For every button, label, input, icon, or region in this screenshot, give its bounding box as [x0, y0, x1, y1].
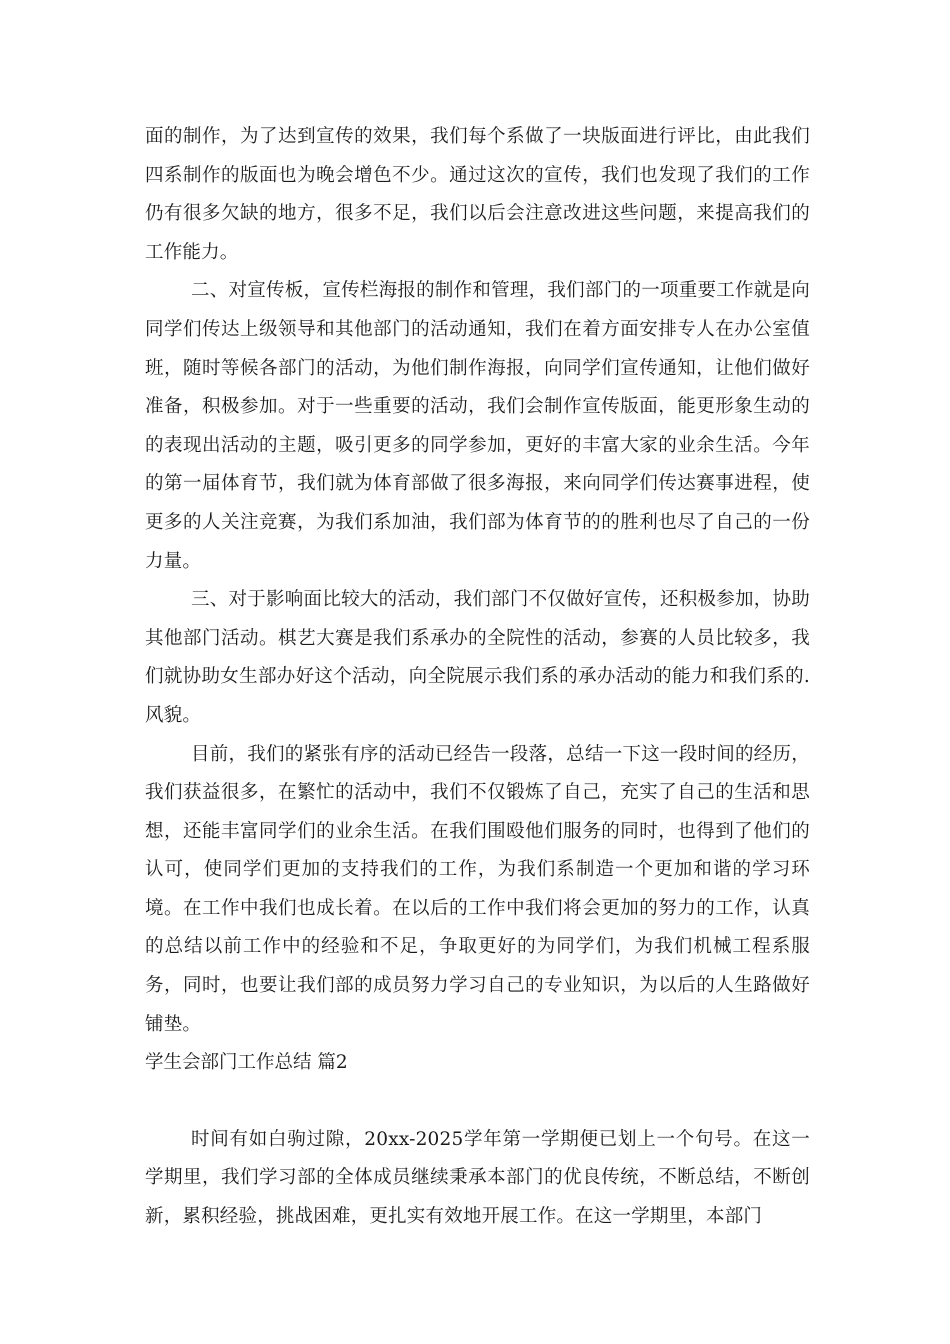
- paragraph-continued: 面的制作，为了达到宣传的效果，我们每个系做了一块版面进行评比，由此我们四系制作的版面也为晚会增色不少。通过这次的宣传，我们也发现了我们的工作仍有很多欠缺的地方，很多不足，我们以后会注意改进这些问题，来提高我们的工作能力。: [145, 126, 810, 263]
- document-page: [145, 118, 810, 1237]
- section-heading: 学生会部门工作总结 篇2: [145, 1052, 348, 1074]
- paragraph-point-three: 三、对于影响面比较大的活动，我们部门不仅做好宣传，还积极参加，协助其他部门活动。棋艺大赛是我们系承办的全院性的活动，参赛的人员比较多，我们就协助女生部办好这个活动，向全院展示我们系的承办活动的能力和我们系的.风貌。: [145, 589, 810, 726]
- paragraph-point-two: 二、对宣传板，宣传栏海报的制作和管理，我们部门的一项重要工作就是向同学们传达上级领导和其他部门的活动通知，我们在着方面安排专人在办公室值班，随时等候各部门的活动，为他们制作海报，向同学们宣传通知，让他们做好准备，积极参加。对于一些重要的活动，我们会制作宣传版面，能更形象生动的的表现出活动的主题，吸引更多的同学参加，更好的丰富大家的业余生活。今年的第一届体育节，我们就为体育部做了很多海报，来向同学们传达赛事进程，使更多的人关注竞赛，为我们系加油，我们部为体育节的的胜利也尽了自己的一份力量。: [145, 280, 810, 572]
- section-paragraph: 时间有如白驹过隙，20xx-2025学年第一学期便已划上一个句号。在这一学期里，我们学习部的全体成员继续秉承本部门的优良传统，不断总结，不断创新，累积经验，挑战困难，更扎实有效地开展工作。在这一学期里，本部门: [145, 1128, 810, 1228]
- section-spacer: [145, 1083, 810, 1121]
- paragraph-conclusion: 目前，我们的紧张有序的活动已经告一段落，总结一下这一段时间的经历，我们获益很多，在繁忙的活动中，我们不仅锻炼了自己，充实了自己的生活和思想，还能丰富同学们的业余生活。在我们围殴他们服务的同时，也得到了他们的认可，使同学们更加的支持我们的工作，为我们系制造一个更加和谐的学习环境。在工作中我们也成长着。在以后的工作中我们将会更加的努力的工作，认真的总结以前工作中的经验和不足，争取更好的为同学们，为我们机械工程系服务，同时，也要让我们部的成员努力学习自己的专业知识，为以后的人生路做好铺垫。: [145, 743, 810, 1035]
